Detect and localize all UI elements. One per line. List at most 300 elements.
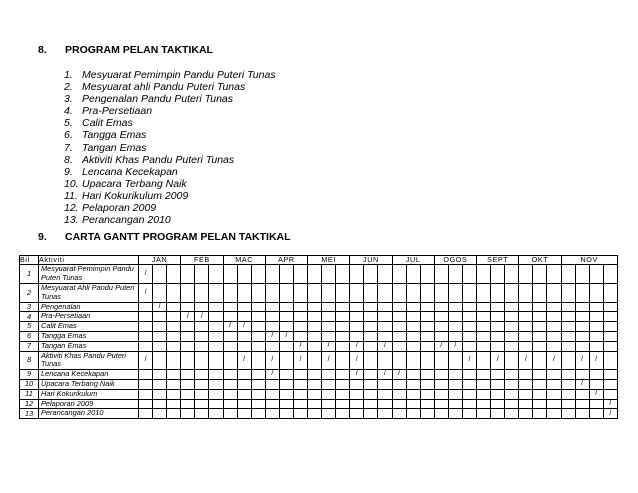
schedule-cell — [547, 322, 561, 332]
schedule-cell — [505, 331, 519, 341]
schedule-cell — [279, 399, 293, 409]
schedule-cell — [139, 379, 153, 389]
schedule-cell — [336, 284, 350, 303]
schedule-cell — [561, 351, 575, 370]
table-row — [20, 370, 618, 380]
schedule-mark: / — [575, 351, 589, 370]
program-text: Pengenalan Pandu Puteri Tunas — [82, 93, 233, 106]
schedule-cell — [378, 331, 392, 341]
schedule-cell — [209, 284, 223, 303]
schedule-cell — [575, 341, 589, 351]
month-header: JUL — [392, 256, 434, 265]
schedule-cell — [547, 341, 561, 351]
schedule-cell — [350, 302, 364, 312]
schedule-cell — [561, 265, 575, 284]
schedule-cell — [139, 322, 153, 332]
schedule-cell — [519, 409, 533, 419]
schedule-cell — [603, 389, 617, 399]
gantt-header-row — [20, 256, 618, 265]
schedule-cell — [251, 370, 265, 380]
schedule-cell — [336, 341, 350, 351]
schedule-cell — [392, 302, 406, 312]
schedule-cell — [477, 322, 491, 332]
schedule-mark: / — [237, 322, 251, 332]
schedule-cell — [491, 331, 505, 341]
schedule-cell — [265, 312, 279, 322]
schedule-cell — [392, 265, 406, 284]
schedule-cell — [350, 409, 364, 419]
schedule-cell — [293, 312, 307, 322]
schedule-cell — [505, 379, 519, 389]
schedule-cell — [181, 379, 195, 389]
schedule-cell — [434, 409, 448, 419]
schedule-mark: / — [195, 312, 209, 322]
schedule-cell — [547, 302, 561, 312]
table-row — [20, 399, 618, 409]
schedule-cell — [603, 341, 617, 351]
schedule-cell — [364, 389, 378, 399]
schedule-cell — [392, 341, 406, 351]
schedule-cell — [209, 331, 223, 341]
schedule-cell — [195, 370, 209, 380]
schedule-cell — [153, 284, 167, 303]
gantt-chart-table — [19, 255, 618, 419]
schedule-cell — [209, 399, 223, 409]
schedule-cell — [251, 351, 265, 370]
schedule-cell — [322, 312, 336, 322]
schedule-cell — [434, 399, 448, 409]
schedule-cell — [167, 409, 181, 419]
section-9-title: CARTA GANTT PROGRAM PELAN TAKTIKAL — [65, 231, 291, 243]
schedule-cell — [491, 370, 505, 380]
schedule-cell — [223, 331, 237, 341]
schedule-cell — [223, 265, 237, 284]
schedule-cell — [336, 331, 350, 341]
schedule-cell — [519, 265, 533, 284]
schedule-cell — [477, 389, 491, 399]
schedule-cell — [181, 265, 195, 284]
schedule-cell — [448, 312, 462, 322]
schedule-cell — [519, 284, 533, 303]
schedule-cell — [392, 409, 406, 419]
schedule-cell — [434, 312, 448, 322]
schedule-cell — [223, 399, 237, 409]
schedule-cell — [350, 331, 364, 341]
schedule-cell — [519, 389, 533, 399]
row-number: 9 — [20, 370, 39, 380]
schedule-cell — [153, 331, 167, 341]
section-8-number: 8. — [38, 44, 47, 56]
schedule-cell — [364, 399, 378, 409]
schedule-cell — [589, 341, 603, 351]
schedule-cell — [279, 351, 293, 370]
schedule-cell — [575, 284, 589, 303]
row-number: 7 — [20, 341, 39, 351]
schedule-cell — [392, 351, 406, 370]
schedule-cell — [251, 389, 265, 399]
schedule-cell — [195, 302, 209, 312]
schedule-cell — [265, 341, 279, 351]
schedule-cell — [322, 331, 336, 341]
month-header: OKT — [519, 256, 561, 265]
schedule-cell — [561, 399, 575, 409]
schedule-cell — [237, 341, 251, 351]
schedule-cell — [448, 331, 462, 341]
schedule-cell — [181, 284, 195, 303]
schedule-cell — [420, 331, 434, 341]
schedule-cell — [265, 284, 279, 303]
schedule-cell — [505, 302, 519, 312]
schedule-cell — [139, 341, 153, 351]
schedule-cell — [462, 331, 476, 341]
schedule-cell — [533, 399, 547, 409]
schedule-cell — [308, 389, 322, 399]
schedule-cell — [364, 370, 378, 380]
schedule-cell — [322, 370, 336, 380]
program-text: Perancangan 2010 — [82, 214, 171, 227]
schedule-cell — [251, 284, 265, 303]
schedule-cell — [251, 409, 265, 419]
schedule-cell — [336, 389, 350, 399]
schedule-cell — [392, 389, 406, 399]
schedule-cell — [575, 322, 589, 332]
schedule-cell — [575, 331, 589, 341]
schedule-cell — [420, 322, 434, 332]
schedule-cell — [181, 322, 195, 332]
schedule-cell — [223, 284, 237, 303]
schedule-mark: / — [279, 331, 293, 341]
table-row — [20, 265, 618, 284]
month-header: OGOS — [434, 256, 476, 265]
schedule-cell — [293, 265, 307, 284]
schedule-mark: / — [293, 341, 307, 351]
schedule-cell — [350, 389, 364, 399]
schedule-cell — [251, 379, 265, 389]
schedule-cell — [251, 399, 265, 409]
schedule-cell — [167, 265, 181, 284]
schedule-cell — [237, 284, 251, 303]
schedule-cell — [420, 341, 434, 351]
schedule-cell — [237, 389, 251, 399]
schedule-mark: / — [603, 399, 617, 409]
schedule-cell — [279, 322, 293, 332]
schedule-cell — [533, 379, 547, 389]
activity-name: Pra-Persetiaan — [39, 312, 139, 322]
schedule-cell — [462, 302, 476, 312]
program-text: Pelaporan 2009 — [82, 202, 157, 215]
schedule-cell — [491, 322, 505, 332]
month-header: FEB — [181, 256, 223, 265]
schedule-cell — [505, 265, 519, 284]
schedule-cell — [153, 409, 167, 419]
schedule-cell — [223, 409, 237, 419]
schedule-cell — [420, 351, 434, 370]
schedule-cell — [293, 322, 307, 332]
schedule-cell — [448, 284, 462, 303]
schedule-cell — [462, 284, 476, 303]
schedule-cell — [308, 379, 322, 389]
schedule-cell — [167, 284, 181, 303]
table-row — [20, 312, 618, 322]
table-row — [20, 331, 618, 341]
schedule-cell — [533, 265, 547, 284]
schedule-cell — [181, 409, 195, 419]
schedule-cell — [406, 284, 420, 303]
table-row — [20, 302, 618, 312]
program-number: 10. — [64, 177, 79, 190]
month-header: SEPT — [477, 256, 519, 265]
schedule-cell — [420, 302, 434, 312]
schedule-cell — [167, 331, 181, 341]
schedule-cell — [392, 312, 406, 322]
schedule-cell — [139, 409, 153, 419]
table-row — [20, 341, 618, 351]
schedule-cell — [575, 409, 589, 419]
schedule-cell — [139, 389, 153, 399]
schedule-cell — [589, 284, 603, 303]
month-header: JAN — [139, 256, 181, 265]
schedule-cell — [265, 389, 279, 399]
row-number: 5 — [20, 322, 39, 332]
schedule-cell — [434, 370, 448, 380]
schedule-cell — [561, 389, 575, 399]
schedule-cell — [308, 265, 322, 284]
schedule-mark: / — [350, 341, 364, 351]
schedule-cell — [491, 302, 505, 312]
schedule-mark: / — [519, 351, 533, 370]
schedule-cell — [533, 322, 547, 332]
schedule-cell — [251, 322, 265, 332]
schedule-cell — [223, 302, 237, 312]
schedule-cell — [477, 331, 491, 341]
schedule-cell — [153, 265, 167, 284]
schedule-cell — [322, 409, 336, 419]
schedule-cell — [603, 302, 617, 312]
schedule-cell — [575, 312, 589, 322]
schedule-cell — [561, 312, 575, 322]
schedule-cell — [462, 322, 476, 332]
schedule-cell — [434, 389, 448, 399]
activity-name: Tangan Emas — [39, 341, 139, 351]
schedule-cell — [575, 399, 589, 409]
schedule-mark: / — [293, 351, 307, 370]
row-number: 8 — [20, 351, 39, 370]
schedule-cell — [139, 370, 153, 380]
schedule-cell — [575, 265, 589, 284]
activity-header: Aktiviti — [39, 256, 139, 265]
schedule-cell — [195, 322, 209, 332]
program-number: 3. — [64, 93, 73, 106]
schedule-cell — [209, 351, 223, 370]
schedule-cell — [181, 399, 195, 409]
schedule-cell — [350, 284, 364, 303]
schedule-cell — [279, 284, 293, 303]
schedule-mark: / — [139, 265, 153, 284]
schedule-cell — [308, 302, 322, 312]
schedule-cell — [575, 370, 589, 380]
schedule-cell — [167, 379, 181, 389]
schedule-cell — [336, 379, 350, 389]
schedule-cell — [350, 399, 364, 409]
schedule-cell — [364, 312, 378, 322]
schedule-cell — [279, 389, 293, 399]
schedule-cell — [364, 284, 378, 303]
schedule-cell — [434, 351, 448, 370]
schedule-cell — [153, 379, 167, 389]
schedule-cell — [279, 265, 293, 284]
schedule-cell — [378, 302, 392, 312]
schedule-cell — [195, 409, 209, 419]
schedule-cell — [181, 351, 195, 370]
program-number: 12. — [64, 202, 79, 215]
schedule-cell — [505, 312, 519, 322]
schedule-cell — [195, 284, 209, 303]
schedule-cell — [448, 379, 462, 389]
schedule-cell — [279, 409, 293, 419]
schedule-cell — [420, 399, 434, 409]
schedule-mark: / — [153, 302, 167, 312]
schedule-cell — [336, 399, 350, 409]
schedule-cell — [293, 302, 307, 312]
schedule-cell — [589, 409, 603, 419]
schedule-mark: / — [265, 331, 279, 341]
schedule-cell — [505, 389, 519, 399]
schedule-cell — [378, 399, 392, 409]
schedule-cell — [603, 351, 617, 370]
schedule-mark: / — [448, 341, 462, 351]
schedule-cell — [448, 322, 462, 332]
schedule-cell — [392, 284, 406, 303]
schedule-cell — [322, 379, 336, 389]
schedule-cell — [308, 312, 322, 322]
schedule-cell — [223, 370, 237, 380]
schedule-cell — [462, 379, 476, 389]
schedule-cell — [237, 379, 251, 389]
schedule-cell — [308, 399, 322, 409]
program-number: 11. — [64, 189, 78, 202]
schedule-cell — [575, 389, 589, 399]
schedule-cell — [491, 379, 505, 389]
schedule-cell — [293, 409, 307, 419]
schedule-cell — [491, 341, 505, 351]
schedule-cell — [336, 409, 350, 419]
schedule-cell — [477, 341, 491, 351]
schedule-cell — [462, 312, 476, 322]
schedule-cell — [434, 302, 448, 312]
activity-name: Calit Emas — [39, 322, 139, 332]
schedule-cell — [505, 409, 519, 419]
schedule-mark: / — [181, 312, 195, 322]
schedule-cell — [519, 370, 533, 380]
schedule-cell — [265, 409, 279, 419]
schedule-cell — [167, 351, 181, 370]
schedule-cell — [547, 284, 561, 303]
program-number: 1. — [64, 69, 73, 81]
program-text: Hari Kokurikulum 2009 — [82, 189, 189, 202]
schedule-cell — [547, 265, 561, 284]
schedule-cell — [462, 409, 476, 419]
schedule-cell — [406, 322, 420, 332]
schedule-cell — [547, 389, 561, 399]
schedule-cell — [589, 302, 603, 312]
schedule-cell — [223, 312, 237, 322]
schedule-cell — [364, 265, 378, 284]
schedule-cell — [322, 302, 336, 312]
schedule-cell — [420, 379, 434, 389]
schedule-cell — [195, 341, 209, 351]
schedule-cell — [378, 379, 392, 389]
schedule-cell — [603, 284, 617, 303]
schedule-cell — [308, 351, 322, 370]
schedule-cell — [378, 322, 392, 332]
schedule-cell — [308, 284, 322, 303]
schedule-cell — [547, 331, 561, 341]
month-header: MAC — [223, 256, 265, 265]
program-number: 9. — [64, 165, 73, 178]
schedule-cell — [561, 379, 575, 389]
schedule-cell — [364, 331, 378, 341]
schedule-cell — [448, 389, 462, 399]
schedule-mark: / — [265, 370, 279, 380]
schedule-cell — [533, 409, 547, 419]
schedule-cell — [293, 379, 307, 389]
schedule-cell — [561, 409, 575, 419]
schedule-cell — [195, 331, 209, 341]
month-header: JUN — [350, 256, 392, 265]
schedule-cell — [167, 389, 181, 399]
schedule-cell — [265, 265, 279, 284]
schedule-cell — [434, 331, 448, 341]
schedule-cell — [237, 312, 251, 322]
schedule-cell — [308, 331, 322, 341]
schedule-cell — [350, 379, 364, 389]
schedule-mark: / — [547, 351, 561, 370]
schedule-cell — [209, 341, 223, 351]
schedule-cell — [251, 302, 265, 312]
program-text: Calit Emas — [82, 117, 133, 130]
table-row — [20, 379, 618, 389]
program-number: 2. — [64, 81, 73, 94]
schedule-cell — [167, 322, 181, 332]
month-header: MEI — [308, 256, 350, 265]
schedule-cell — [350, 312, 364, 322]
program-text: Mesyuarat Pemimpin Pandu Puteri Tunas — [82, 69, 276, 81]
table-row — [20, 322, 618, 332]
schedule-mark: / — [265, 351, 279, 370]
schedule-mark: / — [462, 351, 476, 370]
schedule-cell — [223, 351, 237, 370]
schedule-mark: / — [322, 351, 336, 370]
schedule-cell — [181, 302, 195, 312]
schedule-cell — [237, 265, 251, 284]
schedule-cell — [462, 265, 476, 284]
schedule-cell — [139, 302, 153, 312]
schedule-cell — [406, 409, 420, 419]
schedule-cell — [462, 370, 476, 380]
row-number: 2 — [20, 284, 39, 303]
schedule-cell — [477, 351, 491, 370]
program-text: Mesyuarat ahli Pandu Puteri Tunas — [82, 81, 246, 94]
schedule-mark: / — [322, 341, 336, 351]
schedule-cell — [448, 409, 462, 419]
schedule-cell — [434, 284, 448, 303]
schedule-cell — [477, 302, 491, 312]
schedule-cell — [153, 351, 167, 370]
schedule-cell — [392, 399, 406, 409]
schedule-cell — [336, 351, 350, 370]
schedule-cell — [293, 370, 307, 380]
schedule-mark: / — [139, 351, 153, 370]
